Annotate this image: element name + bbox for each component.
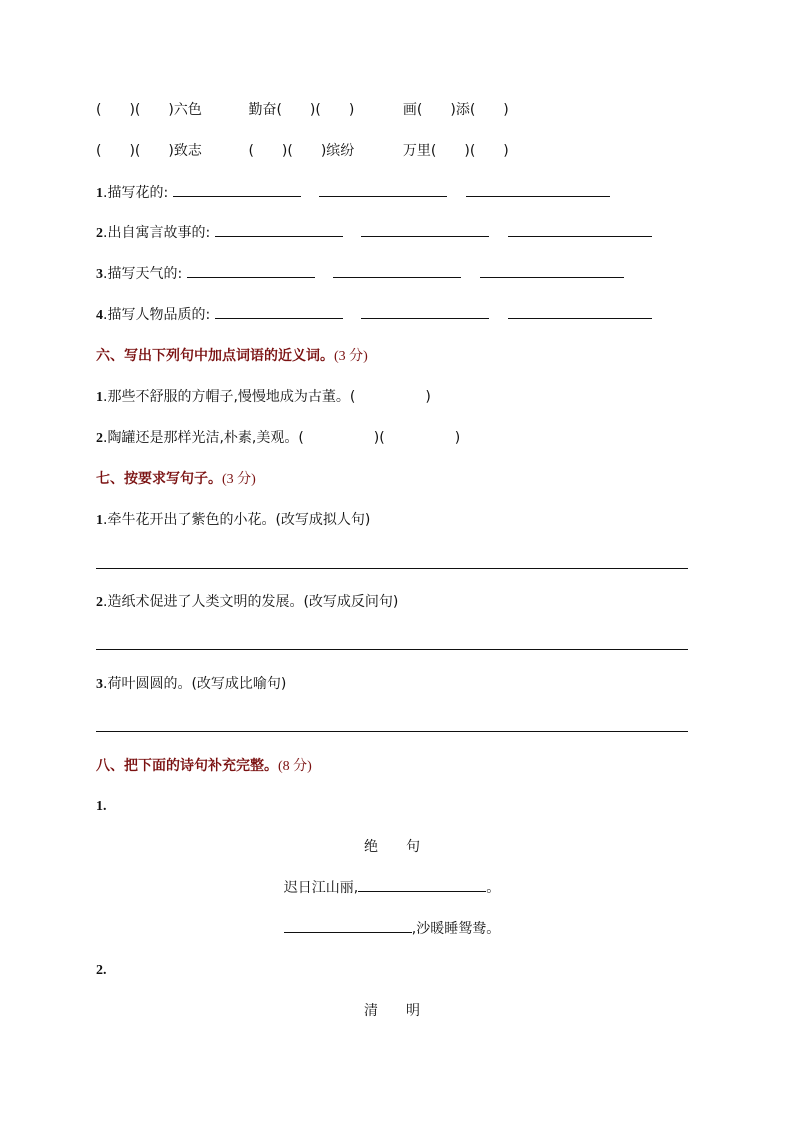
answer-blank[interactable] (215, 222, 343, 237)
poem-text: 迟日江山丽, (283, 880, 359, 896)
synonym-question-2 (96, 427, 460, 449)
question-number: 1 (96, 186, 103, 201)
question-number: 3 (96, 677, 103, 692)
idiom-blank-2[interactable]: 勤奋( )( ) (248, 102, 355, 118)
poem-text: ,沙暖睡鸳鸯。 (411, 921, 501, 937)
answer-blank[interactable] (215, 304, 343, 319)
answer-line-1[interactable] (96, 568, 688, 569)
question-text: .造纸术促进了人类文明的发展。(改写成反问句) (103, 594, 399, 610)
category-label: .描写花的: (103, 185, 169, 201)
answer-blank[interactable] (508, 222, 652, 237)
idiom-row-1 (96, 99, 509, 121)
poem-1-number (96, 795, 107, 817)
idiom-blank-5[interactable]: ( )( )缤纷 (248, 143, 355, 159)
section-score: (8 分) (278, 759, 312, 774)
idiom-blank-1[interactable]: ( )( )六色 (96, 102, 202, 118)
section-title: 八、把下面的诗句补充完整。 (96, 758, 278, 774)
answer-blank[interactable] (361, 222, 489, 237)
poem-1-title: 绝 句 (364, 839, 420, 855)
number-dot: . (103, 963, 107, 978)
answer-blank[interactable] (173, 182, 301, 197)
answer-blank[interactable] (466, 182, 610, 197)
category-4 (96, 304, 652, 326)
section-score: (3 分) (222, 472, 256, 487)
rewrite-question-1 (96, 509, 370, 531)
question-number: 1 (96, 390, 103, 405)
question-number: 4 (96, 308, 103, 323)
poem-1-line-2 (96, 918, 688, 940)
category-1 (96, 182, 610, 204)
answer-blank[interactable] (187, 263, 315, 278)
section-6-heading (96, 345, 368, 367)
question-number: 1 (96, 513, 103, 528)
section-title: 六、写出下列句中加点词语的近义词。 (96, 348, 334, 364)
idiom-blank-4[interactable]: ( )( )致志 (96, 143, 202, 159)
question-text[interactable]: .那些不舒服的方帽子,慢慢地成为古董。( ) (103, 389, 431, 405)
poem-text: 。 (486, 880, 501, 896)
rewrite-question-3 (96, 673, 286, 695)
question-number: 2 (96, 963, 103, 978)
question-text: .荷叶圆圆的。(改写成比喻句) (103, 676, 287, 692)
section-7-heading (96, 468, 256, 490)
synonym-question-1 (96, 386, 431, 408)
question-number: 3 (96, 267, 103, 282)
rewrite-question-2 (96, 591, 398, 613)
category-label: .描写天气的: (103, 266, 183, 282)
category-label: .出自寓言故事的: (103, 225, 211, 241)
poem-2-number (96, 959, 107, 981)
poem-blank[interactable] (358, 877, 486, 892)
section-title: 七、按要求写句子。 (96, 471, 222, 487)
question-text[interactable]: .陶罐还是那样光洁,朴素,美观。( )( ) (103, 430, 461, 446)
category-3 (96, 263, 624, 285)
answer-blank[interactable] (508, 304, 652, 319)
poem-1-line-1 (96, 877, 688, 899)
poem-blank[interactable] (284, 918, 412, 933)
question-number: 2 (96, 226, 103, 241)
category-2 (96, 222, 652, 244)
category-label: .描写人物品质的: (103, 307, 211, 323)
question-number: 2 (96, 431, 103, 446)
poem-2-title: 清 明 (364, 1003, 420, 1019)
answer-blank[interactable] (480, 263, 624, 278)
answer-blank[interactable] (361, 304, 489, 319)
answer-line-2[interactable] (96, 649, 688, 650)
section-8-heading (96, 755, 312, 777)
question-number: 1 (96, 799, 103, 814)
answer-blank[interactable] (333, 263, 461, 278)
section-score: (3 分) (334, 349, 368, 364)
question-text: .牵牛花开出了紫色的小花。(改写成拟人句) (103, 512, 371, 528)
idiom-blank-6[interactable]: 万里( )( ) (402, 143, 509, 159)
answer-line-3[interactable] (96, 731, 688, 732)
idiom-row-2 (96, 140, 509, 162)
number-dot: . (103, 799, 107, 814)
answer-blank[interactable] (319, 182, 447, 197)
question-number: 2 (96, 595, 103, 610)
idiom-blank-3[interactable]: 画( )添( ) (402, 102, 509, 118)
